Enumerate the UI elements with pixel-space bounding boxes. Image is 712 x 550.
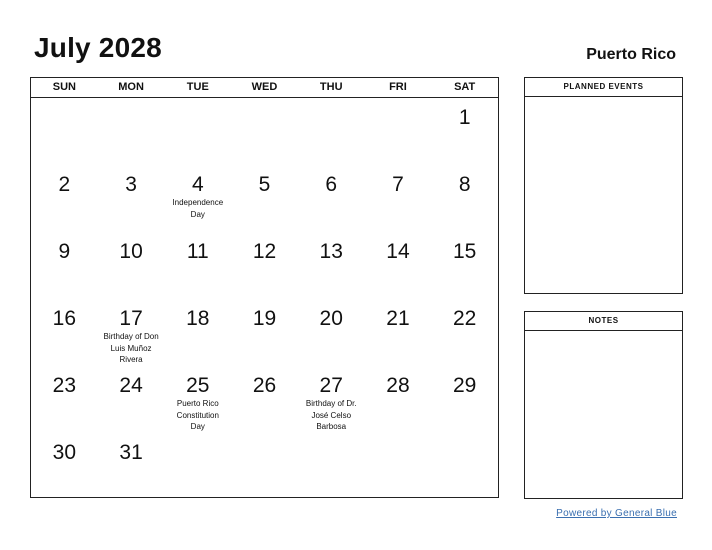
holiday-label [164,398,231,433]
calendar-grid [30,77,499,498]
day-cell [98,366,165,433]
weekday-header [31,78,498,98]
holiday-label-line: Luis Muñoz [110,343,152,353]
day-cell [431,232,498,299]
day-number: 7 [392,173,404,196]
holiday-label [98,331,165,366]
weekday-label: MON [118,81,144,93]
holiday-label-line: Rivera [119,355,143,364]
day-cell [431,98,498,165]
day-number [431,442,498,464]
day-cell [231,165,298,232]
planned-events-panel [524,77,683,294]
day-number: 4 [191,173,204,196]
day-cell [31,366,98,433]
day-number: 11 [186,240,209,263]
day-number: 25 [186,374,210,397]
day-number: 14 [386,240,410,263]
day-cell [31,98,98,165]
holiday-label-line: Constitution [176,410,219,420]
week-row [31,232,498,299]
calendar-weeks [31,98,498,500]
holiday-label-line: Day [190,422,205,431]
weekday-label: TUE [186,81,209,93]
weekday-label: SAT [454,81,476,93]
day-number [98,107,165,129]
holiday-label-line: Day [190,209,205,219]
day-cell [365,232,432,299]
day-cell [365,366,432,433]
weekday-label: THU [319,81,343,93]
day-number [231,442,298,464]
week-row [31,366,498,433]
day-number: 20 [319,307,343,330]
planned-events-heading: PLANNED EVENTS [525,78,682,97]
week-row [31,433,498,500]
day-cell [365,98,432,165]
day-number [31,107,98,129]
day-number: 2 [58,173,71,196]
day-cell [164,433,231,500]
day-cell [365,165,432,232]
day-number: 5 [258,173,271,196]
day-cell [298,433,365,500]
day-number: 9 [58,240,71,263]
day-cell [31,165,98,232]
day-number: 13 [319,240,343,263]
holiday-label-line: Birthday of Dr. [305,399,357,408]
day-number: 26 [252,374,277,397]
holiday-label-line: José Celso [311,410,352,420]
day-cell [31,232,98,299]
holiday-label-line: Barbosa [316,422,347,431]
day-cell [231,98,298,165]
day-cell [298,232,365,299]
day-cell [365,433,432,500]
day-cell [98,433,165,500]
page-title: July 2028 [34,32,162,63]
day-number: 22 [452,307,477,330]
day-number [231,107,298,129]
day-number: 21 [386,307,410,330]
day-number: 8 [458,173,471,196]
day-cell [231,299,298,366]
holiday-label-line: Independence [172,198,224,207]
day-number: 1 [458,106,471,129]
weekday-label: WED [251,81,278,93]
day-number [298,107,365,129]
day-number: 17 [119,307,143,330]
day-cell [31,299,98,366]
powered-by-link[interactable]: Powered by General Blue [556,508,677,519]
day-cell [431,433,498,500]
day-number [298,442,365,464]
day-cell [431,299,498,366]
day-number: 10 [119,240,143,263]
day-number: 19 [252,307,277,330]
day-number: 15 [452,240,477,263]
day-number: 12 [252,240,277,263]
holiday-label-line: Birthday of Don [103,332,159,341]
day-cell [298,366,365,433]
day-number: 6 [325,173,338,196]
day-number [365,107,432,129]
day-number: 16 [52,307,77,330]
day-number: 30 [52,441,77,464]
day-number [365,442,432,464]
day-cell [31,433,98,500]
day-number: 31 [119,441,143,464]
day-number: 3 [125,173,137,196]
holiday-label [164,197,231,220]
day-number: 24 [119,374,143,397]
day-cell [231,232,298,299]
weekday-label: FRI [389,81,407,93]
day-cell [231,366,298,433]
day-number [164,442,231,464]
week-row [31,98,498,165]
week-row [31,299,498,366]
day-cell [164,165,231,232]
day-cell [98,299,165,366]
week-row [31,165,498,232]
day-number: 23 [52,374,77,397]
day-cell [298,98,365,165]
day-cell [164,299,231,366]
day-number [164,107,231,129]
notes-panel [524,311,683,499]
day-cell [431,366,498,433]
weekday-label: SUN [52,81,76,93]
holiday-label-line: Puerto Rico [176,399,219,408]
day-number: 27 [319,374,343,397]
holiday-label [298,398,365,433]
day-cell [298,165,365,232]
day-cell [98,98,165,165]
day-cell [164,98,231,165]
day-cell [98,165,165,232]
day-number: 29 [452,374,477,397]
day-cell [231,433,298,500]
day-number: 18 [186,307,210,330]
day-number: 28 [386,374,410,397]
notes-heading: NOTES [525,312,682,331]
day-cell [431,165,498,232]
day-cell [365,299,432,366]
day-cell [298,299,365,366]
day-cell [164,366,231,433]
region-label: Puerto Rico [586,46,676,63]
day-cell [98,232,165,299]
day-cell [164,232,231,299]
